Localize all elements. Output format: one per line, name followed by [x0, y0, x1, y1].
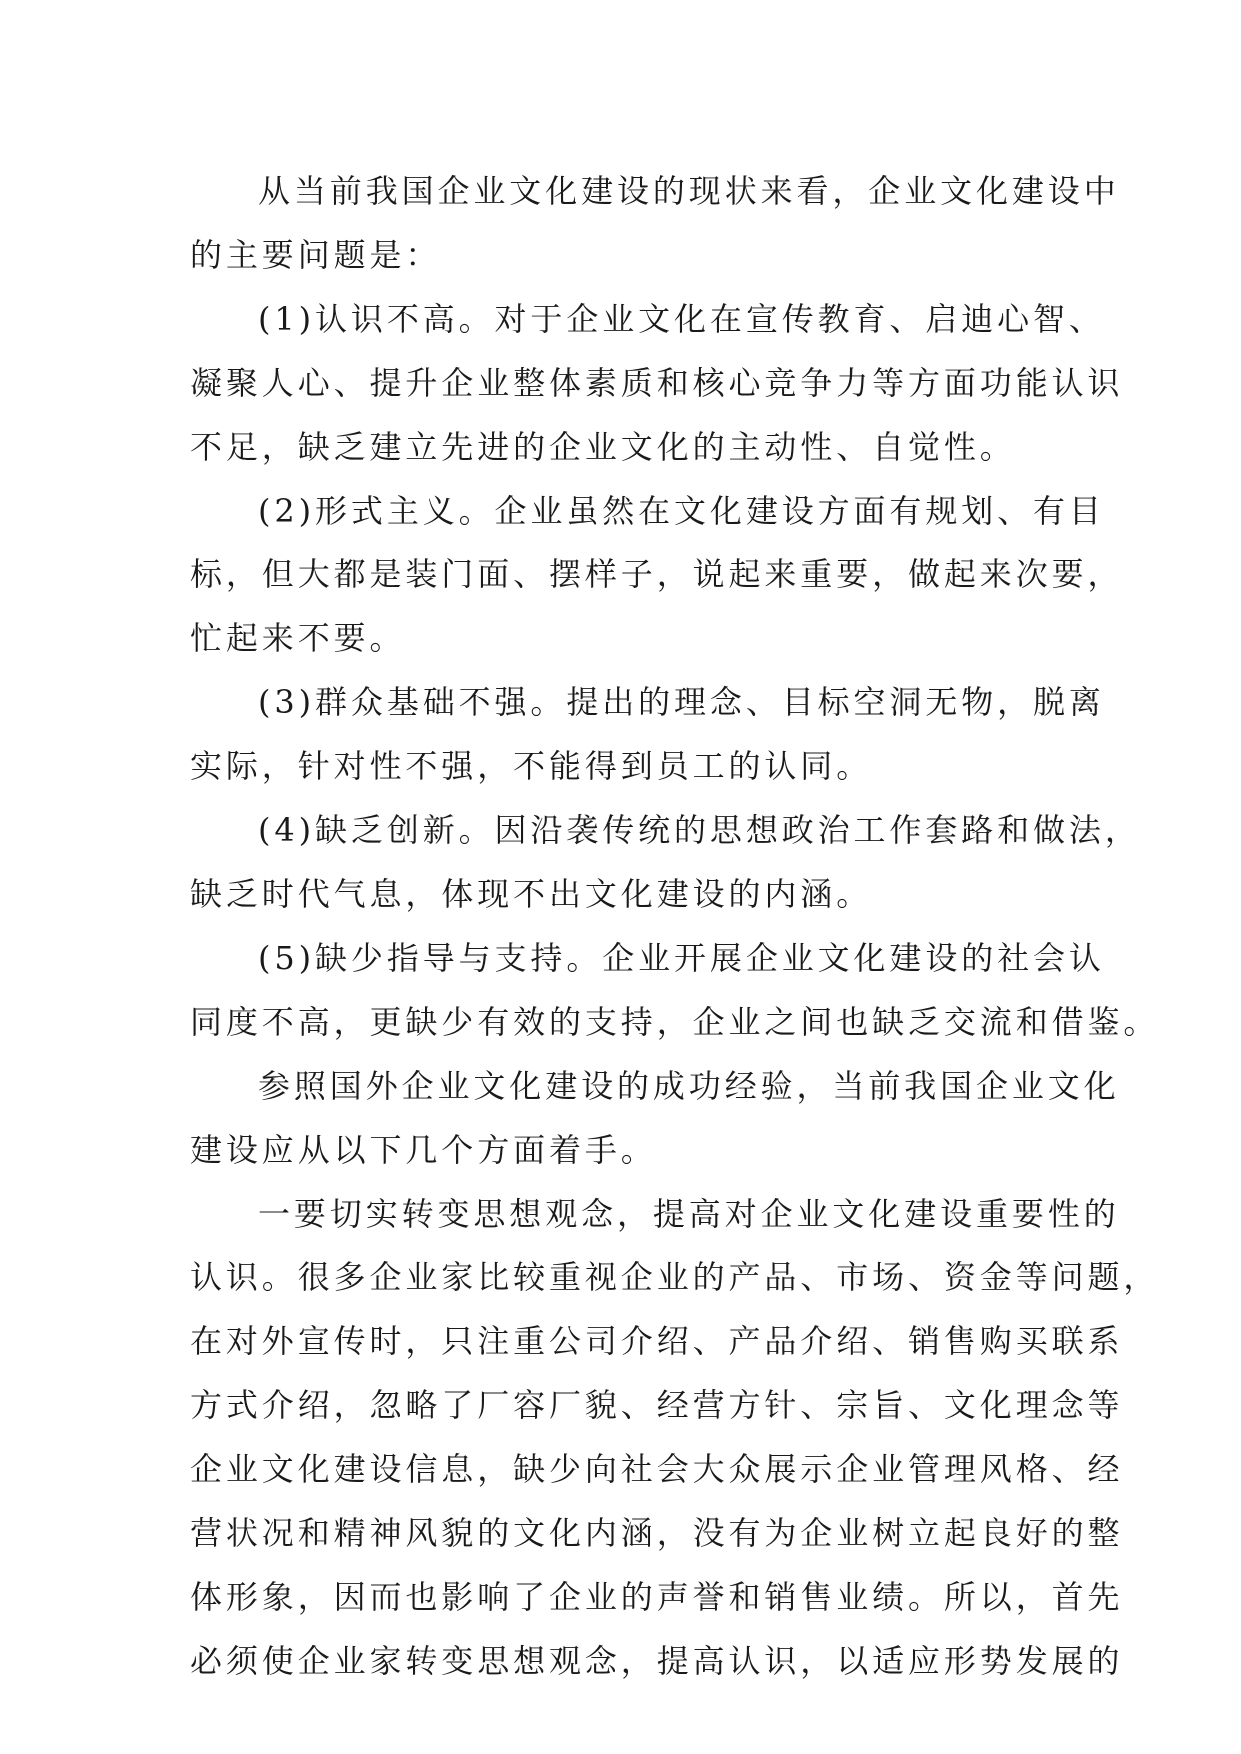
text-line: 忙起来不要。: [190, 619, 406, 658]
text-line: 必须使企业家转变思想观念，提高认识，以适应形势发展的: [190, 1641, 1124, 1680]
text-line: 标，但大都是装门面、摆样子，说起来重要，做起来次要，: [190, 555, 1124, 594]
text-line: 实际，针对性不强，不能得到员工的认同。: [190, 747, 873, 786]
text-line: 营状况和精神风貌的文化内涵，没有为企业树立起良好的整: [190, 1514, 1124, 1553]
text-line: (5)缺少指导与支持。企业开展企业文化建设的社会认: [258, 938, 1105, 977]
text-line: (4)缺乏创新。因沿袭传统的思想政治工作套路和做法，: [258, 811, 1141, 850]
text-line: 认识。很多企业家比较重视企业的产品、市场、资金等问题，: [190, 1258, 1160, 1297]
paragraph-problem-2: [190, 480, 1124, 672]
text-line: 凝聚人心、提升企业整体素质和核心竞争力等方面功能认识: [190, 363, 1124, 402]
text-line: 企业文化建设信息，缺少向社会大众展示企业管理风格、经: [190, 1450, 1124, 1489]
body-text: [190, 160, 1160, 1694]
paragraph-problem-4: [190, 799, 1141, 927]
text-line: 缺乏时代气息，体现不出文化建设的内涵。: [190, 874, 873, 913]
text-line: 建设应从以下几个方面着手。: [190, 1130, 657, 1169]
text-line: 同度不高，更缺少有效的支持，企业之间也缺乏交流和借鉴。: [190, 1002, 1160, 1041]
text-line: 从当前我国企业文化建设的现状来看，企业文化建设中: [258, 172, 1120, 210]
text-line: (1)认识不高。对于企业文化在宣传教育、启迪心智、: [258, 299, 1105, 338]
paragraph-intro: [190, 160, 1120, 288]
text-line: 在对外宣传时，只注重公司介绍、产品介绍、销售购买联系: [190, 1322, 1124, 1361]
text-line: (3)群众基础不强。提出的理念、目标空洞无物，脱离: [258, 683, 1105, 722]
text-line: 不足，缺乏建立先进的企业文化的主动性、自觉性。: [190, 427, 1016, 466]
paragraph-problem-1: [190, 288, 1124, 480]
paragraph-measure-1: [190, 1183, 1160, 1694]
text-line: 参照国外企业文化建设的成功经验，当前我国企业文化: [258, 1066, 1120, 1105]
text-line: 体形象，因而也影响了企业的声誉和销售业绩。所以，首先: [190, 1577, 1124, 1616]
paragraph-foreign-experience: [190, 1055, 1120, 1183]
text-line: (2)形式主义。企业虽然在文化建设方面有规划、有目: [258, 491, 1105, 530]
paragraph-problem-3: [190, 671, 1105, 799]
paragraph-problem-5: [190, 927, 1160, 1055]
text-line: 一要切实转变思想观念，提高对企业文化建设重要性的: [258, 1194, 1120, 1233]
text-line: 方式介绍，忽略了厂容厂貌、经营方针、宗旨、文化理念等: [190, 1386, 1124, 1425]
text-line: 的主要问题是：: [190, 235, 442, 274]
